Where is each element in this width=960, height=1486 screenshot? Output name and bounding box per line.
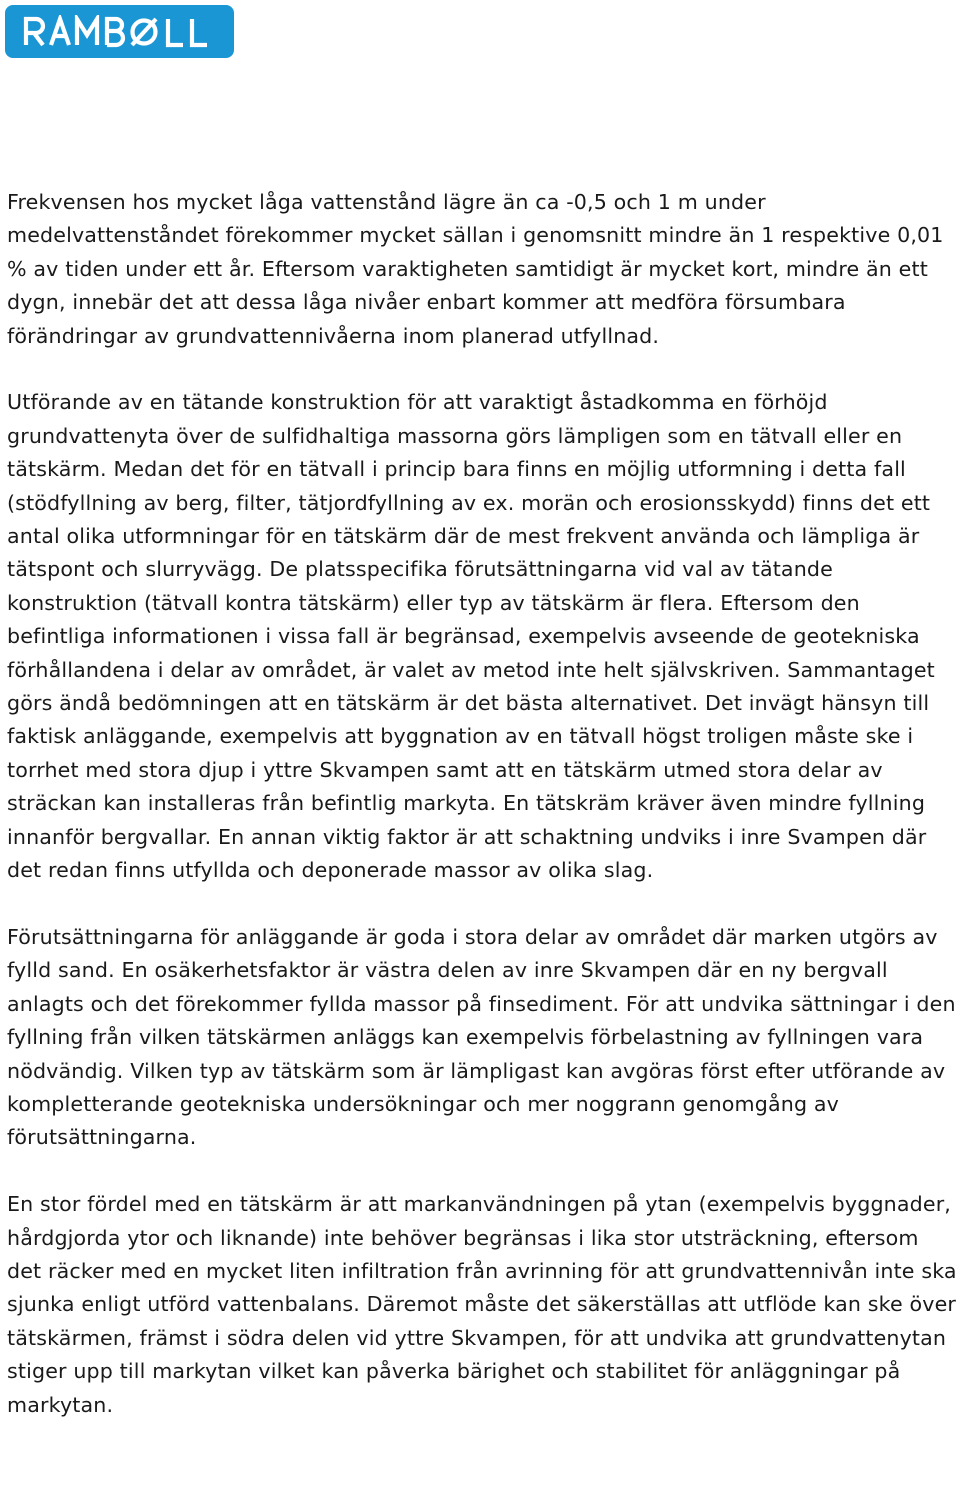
ramboll-logo [5,5,234,58]
ramboll-logo-wordmark [20,15,220,49]
paragraph-2: Utförande av en tätande konstruktion för att varaktigt åstadkomma en förhöjd grundvattenyta över de sulfidhaltiga massorna görs lämpligen som en tätvall eller en tätskärm. Medan det för en tätvall i princip bara finns en möjlig utformning i detta fall (stödfyllning av berg, filter, tätjordfyllning av ex. morän och erosionsskydd) finns det ett antal olika utformningar för en tätskärm där de mest frekvent använda och lämpliga är tätspont och slurryvägg. De platsspecifika förutsättningarna vid val av tätande konstruktion (tätvall kontra tätskärm) eller typ av tätskärm är flera. Eftersom den befintliga informationen i vissa fall är begränsad, exempelvis avseende de geotekniska förhållandena i delar av området, är valet av metod inte helt självskriven. Sammantaget görs ändå bedömningen att en tätskärm är det bästa alternativet. Det invägt hänsyn till faktisk anläggande, exempelvis att byggnation av en tätvall högst troligen måste ske i torrhet med stora djup i yttre Skvampen samt att en tätskärm utmed stora delar av sträckan kan installeras från befintlig markyta. En tätskräm kräver även mindre fyllning innanför bergvallar. En annan viktig faktor är att schaktning undviks i inre Svampen där det redan finns utfyllda och deponerade massor av olika slag. [7,390,935,883]
paragraph-1: Frekvensen hos mycket låga vattenstånd lägre än ca -0,5 och 1 m under medelvattenståndet förekommer mycket sällan i genomsnitt mindre än 1 respektive 0,01 % av tiden under ett år. Eftersom varaktigheten samtidigt är mycket kort, mindre än ett dygn, innebär det att dessa låga nivåer enbart kommer att medföra försumbara förändringar av grundvattennivåerna inom planerad utfyllnad. [7,190,944,348]
document-body [7,186,957,1422]
paragraph-4: En stor fördel med en tätskärm är att markanvändningen på ytan (exempelvis byggnader, hårdgjorda ytor och liknande) inte behöver begränsas i lika stor utsträckning, eftersom det räcker med en mycket liten infiltration från avrinning för att grundvattennivån inte ska sjunka enligt utförd vattenbalans. Däremot måste det säkerställas att utflöde kan ske över tätskärmen, främst i södra delen vid yttre Skvampen, för att undvika att grundvattenytan stiger upp till markytan vilket kan påverka bärighet och stabilitet för anläggningar på markytan. [7,1192,957,1417]
paragraph-3: Förutsättningarna för anläggande är goda i stora delar av området där marken utgörs av fylld sand. En osäkerhetsfaktor är västra delen av inre Skvampen där en ny bergvall anlagts och det förekommer fyllda massor på finsediment. För att undvika sättningar i den fyllning från vilken tätskärmen anläggs kan exempelvis förbelastning av fyllningen vara nödvändig. Vilken typ av tätskärm som är lämpligast kan avgöras först efter utförande av kompletterande geotekniska undersökningar och mer noggrann genomgång av förutsättningarna. [7,924,956,1150]
